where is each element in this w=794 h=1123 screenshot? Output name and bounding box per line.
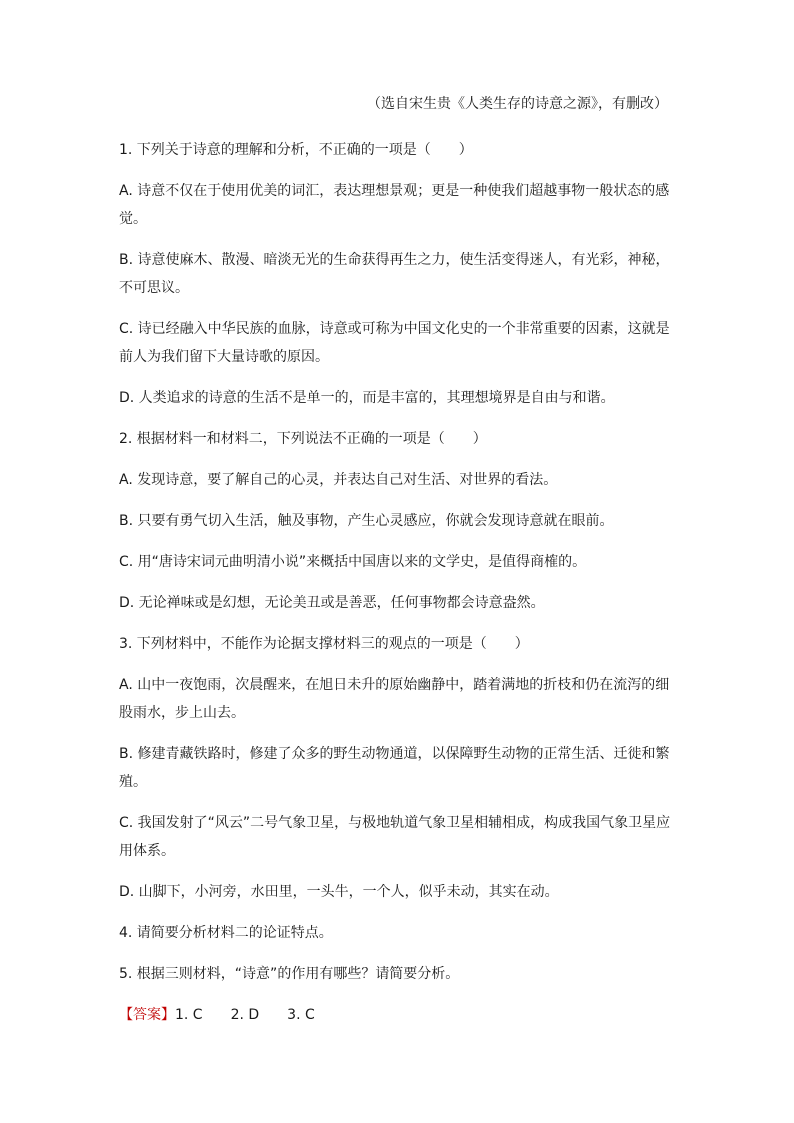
question-list	[119, 136, 675, 1042]
answer-text: 1. C 2. D 3. C	[175, 1007, 315, 1023]
answer-label: 【答案】	[119, 1007, 175, 1023]
question-stem: 1. 下列关于诗意的理解和分析，不正确的一项是（ ）	[119, 142, 473, 158]
option-b: B. 诗意使麻木、散漫、暗淡无光的生命获得再生之力，使生活变得迷人，有光彩，神秘，不可思议。	[119, 252, 670, 296]
option-d: D. 山脚下，小河旁，水田里，一头牛，一个人，似乎未动，其实在动。	[119, 884, 559, 900]
option-a: A. 诗意不仅在于使用优美的词汇，表达理想景观；更是一种使我们超越事物一般状态的感觉。	[119, 183, 670, 227]
question-stem: 3. 下列材料中，不能作为论据支撑材料三的观点的一项是（ ）	[119, 636, 529, 652]
option-b: B. 只要有勇气切入生活，触及事物，产生心灵感应，你就会发现诗意就在眼前。	[119, 513, 614, 529]
question-stem: 5. 根据三则材料，“诗意”的作用有哪些？请简要分析。	[119, 966, 460, 982]
question-stem: 4. 请简要分析材料二的论证特点。	[119, 925, 333, 941]
option-d: D. 无论禅味或是幻想，无论美丑或是善恶，任何事物都会诗意盎然。	[119, 595, 545, 611]
answer-line	[119, 1001, 675, 1029]
source-citation: （选自宋生贵《人类生存的诗意之源》，有删改）	[367, 96, 668, 112]
option-c: C. 我国发射了“风云”二号气象卫星，与极地轨道气象卫星相辅相成，构成我国气象卫星应用体系。	[119, 815, 671, 859]
question-stem: 2. 根据材料一和材料二，下列说法不正确的一项是（ ）	[119, 431, 487, 447]
option-a: A. 山中一夜饱雨，次晨醒来，在旭日未升的原始幽静中，踏着满地的折枝和仍在流泻的细股雨水，步上山去。	[119, 677, 670, 721]
option-d: D. 人类追求的诗意的生活不是单一的，而是丰富的，其理想境界是自由与和谐。	[119, 390, 615, 406]
option-b: B. 修建青藏铁路时，修建了众多的野生动物通道，以保障野生动物的正常生活、迁徙和繁殖。	[119, 746, 670, 790]
option-c: C. 诗已经融入中华民族的血脉，诗意或可称为中国文化史的一个非常重要的因素，这就是前人为我们留下大量诗歌的原因。	[119, 321, 670, 365]
option-a: A. 发现诗意，要了解自己的心灵，并表达自己对生活、对世界的看法。	[119, 472, 558, 488]
option-c: C. 用“唐诗宋词元曲明清小说”来概括中国唐以来的文学史，是值得商榷的。	[119, 554, 587, 570]
